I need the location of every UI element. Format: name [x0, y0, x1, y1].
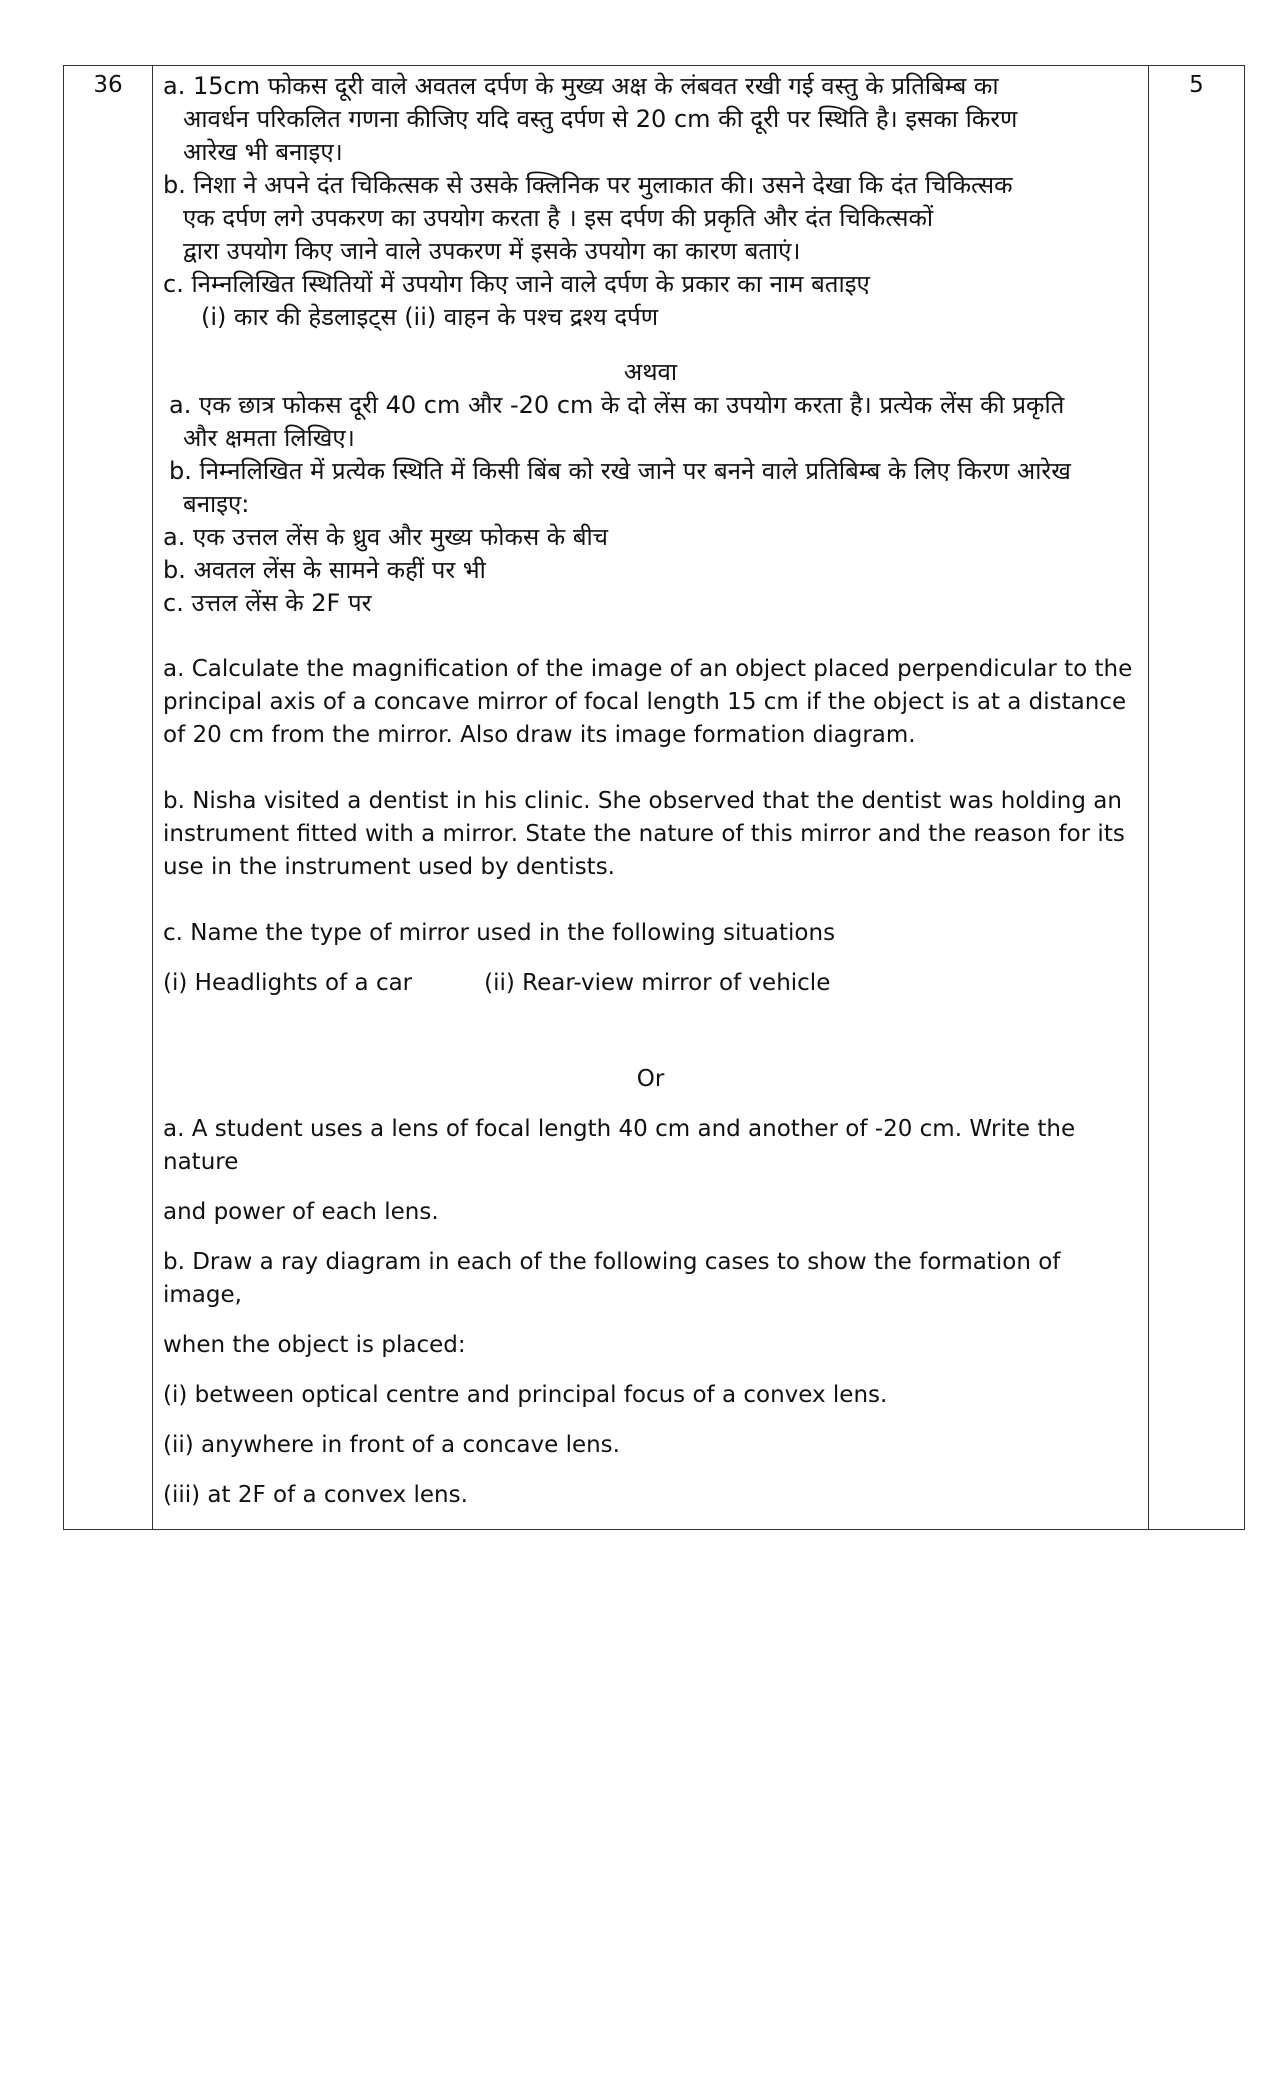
english-case-1: (i) between optical centre and principal focus of a convex lens. [163, 1382, 888, 1408]
hindi-b-line-3: द्वारा उपयोग किए जाने वाले उपकरण में इसके उपयोग का कारण बताएं। [183, 237, 801, 265]
hindi-section [163, 70, 1138, 620]
english-c-option-2: (ii) Rear-view mirror of vehicle [484, 970, 831, 996]
hindi-a-line-3: आरेख भी बनाइए। [183, 138, 343, 166]
question-number: 36 [64, 66, 153, 1530]
hindi-case-a: a. एक उत्तल लेंस के ध्रुव और मुख्य फोकस के बीच [163, 523, 609, 551]
hindi-b-line-2: एक दर्पण लगे उपकरण का उपयोग करता है । इस दर्पण की प्रकृति और दंत चिकित्सकों [183, 204, 934, 232]
english-case-3: (iii) at 2F of a convex lens. [163, 1482, 468, 1508]
question-content [153, 66, 1149, 1530]
hindi-or-a-line-1: a. एक छात्र फोकस दूरी 40 cm और -20 cm के दो लेंस का उपयोग करता है। प्रत्येक लेंस की प्रकृति [169, 391, 1065, 419]
english-part-b: b. Nisha visited a dentist in his clinic. She observed that the dentist was holding an instrument fitted with a mirror. State the nature of this mirror and the reason for its use in the instrument used by dentists. [163, 788, 1125, 880]
hindi-c-line: c. निम्नलिखित स्थितियों में उपयोग किए जाने वाले दर्पण के प्रकार का नाम बताइए [163, 270, 870, 298]
question-marks: 5 [1149, 66, 1245, 1530]
english-c-options [163, 967, 1138, 1000]
hindi-or-b-line-1: b. निम्नलिखित में प्रत्येक स्थिति में किसी बिंब को रखे जाने पर बनने वाले प्रतिबिम्ब के लिए किरण आरेख [169, 457, 1071, 485]
hindi-a-line-2: आवर्धन परिकलित गणना कीजिए यदि वस्तु दर्पण से 20 cm की दूरी पर स्थिति है। इसका किरण [183, 105, 1018, 133]
english-or-b-line-1: b. Draw a ray diagram in each of the following cases to show the formation of image, [163, 1249, 1061, 1308]
english-or-a-line-1: a. A student uses a lens of focal length 40 cm and another of -20 cm. Write the nature [163, 1116, 1076, 1175]
english-or-a-line-2: and power of each lens. [163, 1199, 439, 1225]
english-section [163, 653, 1138, 1512]
hindi-case-b: b. अवतल लेंस के सामने कहीं पर भी [163, 556, 486, 584]
hindi-c-options: (i) कार की हेडलाइट्स (ii) वाहन के पश्च द्रश्य दर्पण [201, 303, 659, 331]
hindi-case-c: c. उत्तल लेंस के 2F पर [163, 589, 372, 617]
question-table [63, 65, 1245, 1530]
hindi-b-line-1: b. निशा ने अपने दंत चिकित्सक से उसके क्लिनिक पर मुलाकात की। उसने देखा कि दंत चिकित्सक [163, 171, 1013, 199]
english-c-option-1: (i) Headlights of a car [163, 970, 413, 996]
english-or-label: Or [636, 1066, 665, 1092]
english-part-c: c. Name the type of mirror used in the following situations [163, 920, 836, 946]
hindi-or-b-line-2: बनाइए: [183, 490, 250, 518]
hindi-or-label: अथवा [623, 358, 678, 386]
english-case-2: (ii) anywhere in front of a concave lens. [163, 1432, 620, 1458]
hindi-or-a-line-2: और क्षमता लिखिए। [183, 424, 355, 452]
english-part-a: a. Calculate the magnification of the image of an object placed perpendicular to the principal axis of a concave mirror of focal length 15 cm if the object is at a distance of 20 cm from the mirror. Also draw its image formation diagram. [163, 656, 1133, 748]
english-or-b-line-2: when the object is placed: [163, 1332, 466, 1358]
hindi-a-line-1: a. 15cm फोकस दूरी वाले अवतल दर्पण के मुख्य अक्ष के लंबवत रखी गई वस्तु के प्रतिबिम्ब का [163, 72, 999, 100]
